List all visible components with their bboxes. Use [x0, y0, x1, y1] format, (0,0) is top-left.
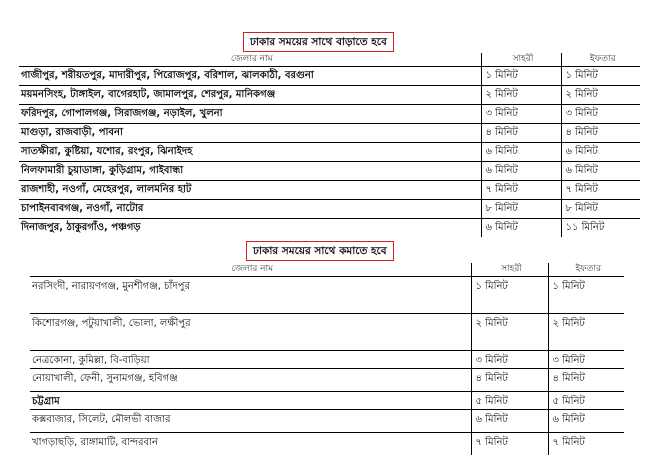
table2-title: ঢাকার সময়ের সাথে কমাতে হবে: [246, 241, 394, 261]
sehri-cell: ৬ মিনিট: [471, 410, 548, 433]
iftar-cell: ৪ মিনিট: [561, 124, 640, 143]
table-row: [19, 219, 640, 238]
sehri-cell: ৩ মিনিট: [471, 351, 548, 369]
sehri-cell: ৭ মিনিট: [471, 433, 548, 456]
iftar-cell: ১১ মিনিট: [561, 219, 640, 238]
sehri-cell: ৭ মিনিট: [481, 181, 561, 200]
table-row: [30, 277, 624, 314]
table-header-row: [19, 53, 640, 67]
district-column-header: জেলার নাম: [30, 263, 471, 277]
table-row: [19, 105, 640, 124]
district-cell: ময়মনসিংহ, টাঙ্গাইল, বাগেরহাট, জামালপুর, শেরপুর, মানিকগঞ্জ: [19, 86, 481, 105]
iftar-cell: ৪ মিনিট: [548, 369, 624, 392]
add-time-table: [19, 53, 640, 237]
district-cell: নিলফামারী চুয়াডাঙ্গা, কুড়িগ্রাম, গাইবান্ধা: [19, 162, 481, 181]
sehri-cell: ৫ মিনিট: [471, 392, 548, 410]
sehri-cell: ২ মিনিট: [471, 314, 548, 351]
district-cell: দিনাজপুর, ঠাকুরগাঁও, পঞ্চগড়: [21, 222, 141, 233]
district-cell: গাজীপুর, শরীয়তপুর, মাদারীপুর, পিরোজপুর, বরিশাল, ঝালকাঠী, বরগুনা: [19, 67, 481, 86]
iftar-cell: ৩ মিনিট: [561, 105, 640, 124]
district-cell: নোয়াখালী, ফেনী, সুনামগঞ্জ, হবিগঞ্জ: [30, 369, 471, 392]
sehri-cell: ৪ মিনিট: [471, 369, 548, 392]
iftar-cell: ৭ মিনিট: [548, 433, 624, 456]
iftar-cell: ৬ মিনিট: [561, 162, 640, 181]
table-row: [30, 351, 624, 369]
iftar-cell: ২ মিনিট: [561, 86, 640, 105]
sehri-cell: ১ মিনিট: [481, 67, 561, 86]
table-row: [30, 369, 624, 392]
table-row: [19, 143, 640, 162]
table-row: [19, 124, 640, 143]
table-row: [30, 410, 624, 433]
district-cell: নেত্রকোনা, কুমিল্লা, বি-বাড়িয়া: [30, 351, 471, 369]
table-row: [30, 314, 624, 351]
table-row: [19, 67, 640, 86]
district-cell: খাগড়াছড়ি, রাঙ্গামাটি, বান্দরবান: [32, 437, 158, 448]
iftar-column-header: ইফতার: [548, 263, 624, 277]
iftar-cell: ৩ মিনিট: [548, 351, 624, 369]
sehri-column-header: সাহরী: [471, 263, 548, 277]
iftar-cell: ৬ মিনিট: [561, 143, 640, 162]
sehri-cell: ৮ মিনিট: [481, 200, 561, 219]
district-cell: সাতক্ষীরা, কুষ্টিয়া, যশোর, রংপুর, ঝিনাইদহ: [19, 143, 481, 162]
iftar-cell: ৮ মিনিট: [561, 200, 640, 219]
sehri-cell: ৪ মিনিট: [481, 124, 561, 143]
table-row: [30, 433, 624, 456]
district-cell: ফরিদপুর, গোপালগঞ্জ, সিরাজগঞ্জ, নড়াইল, খুলনা: [19, 105, 481, 124]
sehri-cell: ২ মিনিট: [481, 86, 561, 105]
iftar-column-header: ইফতার: [561, 53, 640, 67]
sehri-cell: ৩ মিনিট: [481, 105, 561, 124]
table-row: [19, 200, 640, 219]
sehri-column-header: সাহরী: [481, 53, 561, 67]
table-row: [19, 86, 640, 105]
iftar-cell: ৬ মিনিট: [548, 410, 624, 433]
sehri-cell: ৬ মিনিট: [481, 143, 561, 162]
table-row: [19, 162, 640, 181]
district-cell: কক্সবাজার, সিলেট, মৌলভী বাজার: [30, 410, 471, 433]
district-cell: রাজশাহী, নওগাঁ, মেহেরপুর, লালমনির হাট: [19, 181, 481, 200]
district-cell: মাগুড়া, রাজবাড়ী, পাবনা: [19, 124, 481, 143]
table-row: [30, 392, 624, 410]
sehri-cell: ৬ মিনিট: [481, 219, 561, 238]
iftar-cell: ১ মিনিট: [561, 67, 640, 86]
sehri-cell: ৬ মিনিট: [481, 162, 561, 181]
table1-title: ঢাকার সময়ের সাথে বাড়াতে হবে: [243, 32, 394, 52]
district-column-header: জেলার নাম: [19, 53, 481, 67]
district-cell: কিশোরগঞ্জ, পটুয়াখালী, ভোলা, লক্ষীপুর: [30, 314, 471, 351]
district-cell: চট্টগ্রাম: [30, 392, 471, 410]
iftar-cell: ১ মিনিট: [548, 277, 624, 314]
subtract-time-table: [30, 263, 624, 455]
district-cell: চাপাইনবাবগঞ্জ, নওগাঁ, নাটোর: [19, 200, 481, 219]
iftar-cell: ২ মিনিট: [548, 314, 624, 351]
table-row: [19, 181, 640, 200]
district-cell: নরসিংদী, নারায়ণগঞ্জ, মুনশীগঞ্জ, চাঁদপুর: [30, 277, 471, 314]
table-header-row: [30, 263, 624, 277]
iftar-cell: ৭ মিনিট: [561, 181, 640, 200]
sehri-cell: ১ মিনিট: [471, 277, 548, 314]
iftar-cell: ৫ মিনিট: [548, 392, 624, 410]
